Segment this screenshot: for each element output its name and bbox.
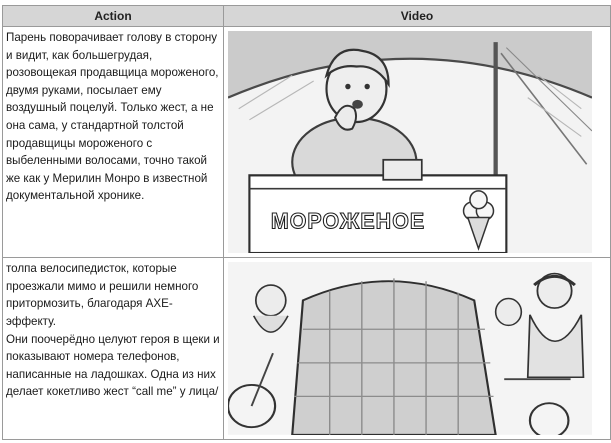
action-description-2: толпа велосипедисток, которые проезжали мимо и решили немного притормозить, благодаря АХЕ-эффекту. Они поочерёдно целуют героя в щеки и показывают номера телефонов, написанные на ладошках. Одна из них делает кокетливо жест “call me” у лица/: [6, 262, 220, 399]
action-description-1: Парень поворачивает голову в сторону и видит, как большегрудая, розовощекая продавщица мороженого, двумя руками, посылает ему воздушный поцелуй. Только жест, а не она сама, у стандартной толстой продавщицы мороженого с выбеленными волосами, точно такой же как у Мерилин Монро в известной документальной хронике.: [6, 31, 219, 203]
ice-cream-sign-text: МОРОЖЕНОЕ: [270, 208, 426, 234]
cyclists-sketch: [228, 262, 592, 435]
video-cell-2: [224, 258, 611, 440]
storyboard-row-2: [3, 258, 611, 440]
video-cell-1: [224, 27, 611, 258]
video-column-header: Video: [224, 6, 611, 27]
action-cell-1: [3, 27, 224, 258]
ice-cream-vendor-sketch: [228, 31, 592, 253]
storyboard-table: [2, 5, 611, 440]
action-cell-2: [3, 258, 224, 440]
storyboard-row-1: [3, 27, 611, 258]
action-column-header: Action: [3, 6, 224, 27]
table-header-row: [3, 6, 611, 27]
